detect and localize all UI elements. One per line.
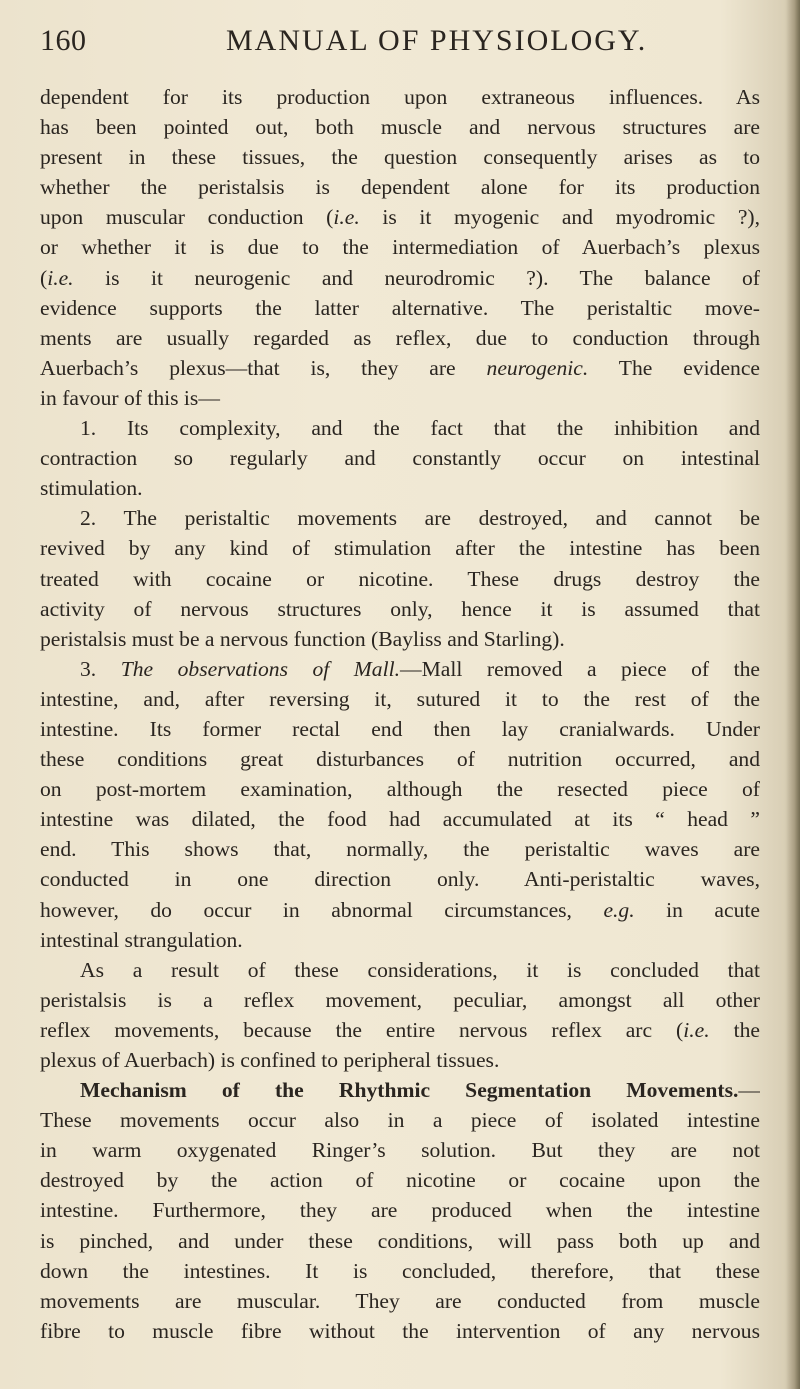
text-line [40,1045,760,1075]
text-run: intestine. Its former rectal end then lay cranialwards. Under [40,716,760,741]
text-run: these conditions great disturbances of nutrition occurred, and [40,747,760,772]
section-heading: Mechanism of the Rhythmic Segmentation Movements. [80,1078,739,1103]
text-line [40,142,760,172]
text-run: —Mall removed a piece of the [400,656,760,681]
text-line [40,1226,760,1256]
text-run: intestine, and, after reversing it, sutured it to the rest of the [40,686,760,711]
text-line [40,1075,760,1105]
text-line [40,293,760,323]
italic-text: e.g. [603,897,635,922]
text-line [40,714,760,744]
text-line [40,1256,760,1286]
text-run: evidence supports the latter alternative. The peristaltic move- [40,295,760,320]
running-head: MANUAL OF PHYSIOLOGY. [226,24,648,57]
text-run: 2. The peristaltic movements are destroyed, and cannot be [80,506,760,531]
text-line [40,804,760,834]
text-line [40,202,760,232]
text-run: fibre to muscle fibre without the intervention of any nervous [40,1318,760,1343]
text-line [40,925,760,955]
text-run: stimulation. [40,476,143,501]
text-run: contraction so regularly and constantly occur on intestinal [40,446,760,471]
text-run: plexus of Auerbach) is confined to peripheral tissues. [40,1048,500,1072]
text-run: the [709,1017,760,1042]
text-line [40,864,760,894]
text-run: intestinal strangulation. [40,927,243,952]
text-line [40,533,760,563]
text-run: on post-mortem examination, although the resected piece of [40,777,760,802]
text-line [40,654,760,684]
text-run: or whether it is due to the intermediation of Auerbach’s plexus [40,235,760,260]
page-number: 160 [40,24,87,57]
text-line [40,263,760,293]
text-line [40,895,760,925]
text-line [40,1316,760,1346]
text-line [40,564,760,594]
text-line [40,82,760,112]
text-run: revived by any kind of stimulation after the intestine has been [40,536,760,561]
text-run: — [738,1078,760,1103]
text-line [40,353,760,383]
text-line [40,1195,760,1225]
text-run: in acute [634,897,760,922]
body-text [40,82,760,1346]
text-run: whether the peristalsis is dependent alone for its production [40,175,760,200]
text-run: destroyed by the action of nicotine or cocaine upon the [40,1168,760,1193]
text-run: intestine. Furthermore, they are produced when the intestine [40,1198,760,1223]
italic-text: The observations of Mall. [120,656,400,681]
text-line [40,1286,760,1316]
text-run: however, do occur in abnormal circumstances, [40,897,604,922]
text-line [40,744,760,774]
text-run: in favour of this is— [40,385,220,410]
text-line [40,383,760,413]
text-run: end. This shows that, normally, the peristaltic waves are [40,837,760,862]
text-run: As a result of these considerations, it is concluded that [80,957,760,982]
italic-text: neurogenic. [486,355,589,380]
text-run: ments are usually regarded as reflex, due to conduction through [40,325,760,350]
text-line [40,172,760,202]
text-run: has been pointed out, both muscle and nervous structures are [40,115,760,140]
text-run: reflex movements, because the entire nervous reflex arc ( [40,1017,684,1042]
text-line [40,1105,760,1135]
text-line [40,955,760,985]
text-line [40,1015,760,1045]
text-run: movements are muscular. They are conducted from muscle [40,1288,760,1313]
text-line [40,594,760,624]
text-line [40,834,760,864]
italic-text: i.e. [333,205,360,230]
text-line [40,473,760,503]
text-run: treated with cocaine or nicotine. These drugs destroy the [40,566,760,591]
text-run: 3. [80,656,121,681]
text-line [40,503,760,533]
text-run: is it myogenic and myodromic ?), [359,205,760,230]
text-run: dependent for its production upon extraneous influences. As [40,85,760,109]
text-line [40,1165,760,1195]
text-run: down the intestines. It is concluded, therefore, that these [40,1258,760,1283]
text-line [40,985,760,1015]
text-line [40,774,760,804]
text-line [40,1135,760,1165]
italic-text: i.e. [683,1017,710,1042]
text-run: is it neurogenic and neurodromic ?). The balance of [73,265,760,290]
text-run: in warm oxygenated Ringer’s solution. But they are not [40,1138,760,1163]
text-run: present in these tissues, the question consequently arises as to [40,145,760,170]
page-header [40,24,760,64]
text-run: intestine was dilated, the food had accumulated at its “ head ” [40,807,760,832]
text-line [40,624,760,654]
text-run: Auerbach’s plexus—that is, they are [40,355,487,380]
text-run: peristalsis is a reflex movement, peculiar, amongst all other [40,987,760,1012]
text-run: ( [40,265,48,290]
text-line [40,323,760,353]
page-edge-shadow [786,0,800,1389]
text-run: These movements occur also in a piece of isolated intestine [40,1108,760,1133]
text-run: peristalsis must be a nervous function (Bayliss and Starling). [40,626,565,651]
text-line [40,232,760,262]
text-run: The evidence [588,355,760,380]
text-run: upon muscular conduction ( [40,205,334,230]
italic-text: i.e. [47,265,74,290]
text-line [40,443,760,473]
text-run: conducted in one direction only. Anti-peristaltic waves, [40,867,760,892]
text-line [40,112,760,142]
text-line [40,684,760,714]
text-run: activity of nervous structures only, hence it is assumed that [40,596,760,621]
text-run: 1. Its complexity, and the fact that the inhibition and [80,416,760,441]
text-run: is pinched, and under these conditions, will pass both up and [40,1228,760,1253]
text-line [40,413,760,443]
